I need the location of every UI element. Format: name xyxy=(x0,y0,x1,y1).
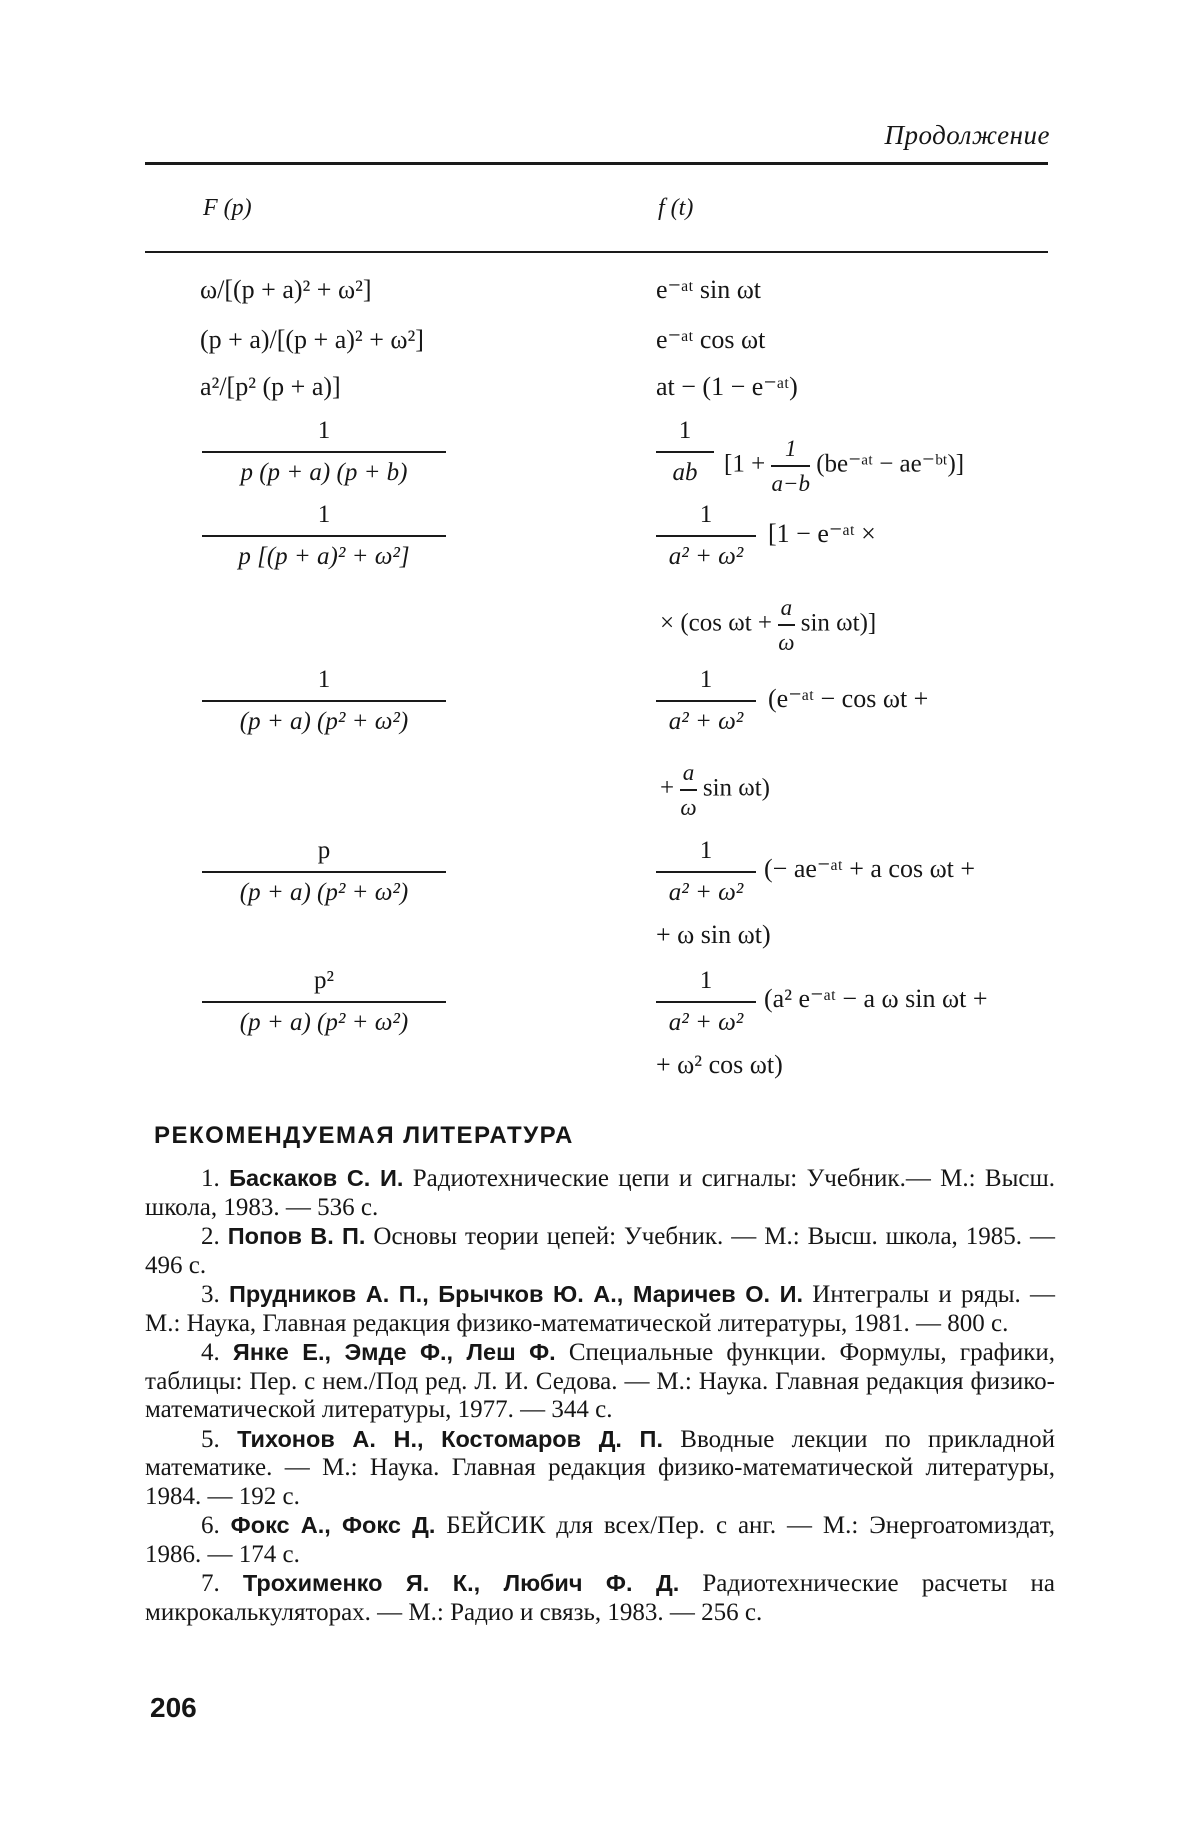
reference-list xyxy=(145,1164,1055,1627)
table-row-7-ft-coefficient xyxy=(656,838,756,905)
reference-item xyxy=(145,1338,1055,1425)
reference-authors: Баскаков С. И. xyxy=(229,1165,404,1191)
fraction-numerator: p² xyxy=(314,967,334,994)
table-row-4-ft-bracket xyxy=(724,437,964,495)
reference-item xyxy=(145,1425,1055,1512)
table-row-5-ft-line1: [1 − e⁻ᵃᵗ × xyxy=(768,519,876,548)
reference-authors: Фокс А., Фокс Д. xyxy=(230,1512,436,1538)
reference-number: 4. xyxy=(201,1339,220,1366)
reference-item xyxy=(145,1280,1055,1338)
continued-label: Продолжение xyxy=(884,120,1050,150)
reference-text: Интегралы и ряды. — М.: Наука, Главная редакция физико-математической литературы, 1981. — 800 с. xyxy=(145,1281,1055,1337)
fraction-denominator: p (p + a) (p + b) xyxy=(240,459,408,486)
reference-authors: Тихонов А. Н., Костомаров Д. П. xyxy=(237,1425,663,1452)
fraction-denominator: a² + ω² xyxy=(668,1009,744,1036)
table-row-8-ft-line1: (a² e⁻ᵃᵗ − a ω sin ωt + xyxy=(764,984,988,1013)
table-header-rule xyxy=(145,251,1048,253)
table-row-6-ft-line1: (e⁻ᵃᵗ − cos ωt + xyxy=(768,684,929,713)
fraction-denominator: (p + a) (p² + ω²) xyxy=(239,1009,409,1036)
reference-number: 2. xyxy=(201,1223,220,1250)
table-row-7-ft-line1: (− ae⁻ᵃᵗ + a cos ωt + xyxy=(764,854,976,883)
fraction-numerator: a xyxy=(780,595,793,620)
reference-text: Основы теории цепей: Учебник. — М.: Высш. школа, 1985. — 496 с. xyxy=(145,1223,1056,1279)
table-row-6-ft-coefficient xyxy=(656,667,756,734)
table-row-8-ft-line2: + ω² cos ωt) xyxy=(656,1050,783,1079)
reference-number: 5. xyxy=(201,1425,220,1453)
reference-text: Специальные функции. Формулы, графики, таблицы: Пер. с нем./Под ред. Л. И. Седова. — М.: Наука. Главная редакция физико-математической литературы, 1977. — 344 с. xyxy=(145,1339,1056,1423)
table-row-5-ft-line2 xyxy=(660,596,876,654)
reference-text: Вводные лекции по прикладной математике. — М.: Наука. Главная редакция физико-математической литературы, 1984. — 192 с. xyxy=(145,1425,1055,1510)
reference-authors: Попов В. П. xyxy=(227,1223,366,1249)
page-number: 206 xyxy=(150,1692,197,1723)
table-top-rule xyxy=(145,162,1048,165)
fraction-denominator: a² + ω² xyxy=(668,543,744,570)
fraction-denominator: ab xyxy=(672,459,698,486)
table-row-4-fp xyxy=(202,418,446,485)
fraction-numerator: a xyxy=(682,760,695,785)
inner-fraction xyxy=(680,761,696,819)
fraction-numerator: 1 xyxy=(699,837,713,864)
bracket-open-text: [1 + xyxy=(724,450,766,478)
reference-text: Радиотехнические цепи и сигналы: Учебник.— М.: Высш. школа, 1983. — 536 с. xyxy=(145,1165,1055,1221)
table-row-5-ft-coefficient xyxy=(656,502,756,569)
inner-fraction xyxy=(778,596,794,654)
table-row-7-fp xyxy=(202,838,446,905)
fraction-numerator: 1 xyxy=(699,501,713,528)
bracket-tail-text: (be⁻ᵃᵗ − ae⁻ᵇᵗ)] xyxy=(816,450,965,478)
table-row-5-fp xyxy=(202,502,446,569)
fraction-numerator: 1 xyxy=(699,666,713,693)
reference-item xyxy=(145,1164,1055,1222)
inner-fraction xyxy=(771,437,810,495)
fraction-denominator: a² + ω² xyxy=(668,879,744,906)
table-row-2-fp: (p + a)/[(p + a)² + ω²] xyxy=(200,325,424,354)
line-close-text: sin ωt)] xyxy=(800,609,877,637)
reference-authors: Трохименко Я. К., Любич Ф. Д. xyxy=(242,1570,680,1596)
table-row-3-ft: at − (1 − e⁻ᵃᵗ) xyxy=(656,372,798,401)
fraction-denominator: ω xyxy=(778,630,795,655)
fraction-numerator: p xyxy=(317,837,331,864)
reference-number: 6. xyxy=(201,1512,220,1539)
table-row-7-ft-line2: + ω sin ωt) xyxy=(656,920,771,949)
column-header-ft: f (t) xyxy=(658,195,694,221)
fraction-numerator: 1 xyxy=(699,967,713,994)
reference-text: БЕЙСИК для всех/Пер. с анг. — М.: Энергоатомиздат, 1986. — 174 с. xyxy=(145,1512,1055,1568)
reference-number: 1. xyxy=(201,1165,220,1192)
table-row-6-fp xyxy=(202,667,446,734)
fraction-denominator: a−b xyxy=(771,471,810,496)
table-row-8-fp xyxy=(202,968,446,1035)
table-row-4-ft-coefficient xyxy=(656,418,714,485)
fraction-denominator: a² + ω² xyxy=(668,708,744,735)
reference-item xyxy=(145,1569,1055,1627)
fraction-denominator: ω xyxy=(680,795,697,820)
literature-heading: РЕКОМЕНДУЕМАЯ ЛИТЕРАТУРА xyxy=(154,1122,574,1149)
table-row-8-ft-coefficient xyxy=(656,968,756,1035)
fraction-numerator: 1 xyxy=(317,666,331,693)
line-close-text: sin ωt) xyxy=(702,774,771,802)
fraction-numerator: 1 xyxy=(317,417,331,444)
reference-item xyxy=(145,1511,1055,1569)
fraction-denominator: (p + a) (p² + ω²) xyxy=(239,708,409,735)
table-row-1-ft: e⁻ᵃᵗ sin ωt xyxy=(656,275,762,304)
table-row-2-ft: e⁻ᵃᵗ cos ωt xyxy=(656,325,766,354)
reference-number: 3. xyxy=(201,1281,220,1308)
reference-authors: Прудников А. П., Брычков Ю. А., Маричев О. И. xyxy=(229,1281,804,1307)
fraction-denominator: p [(p + a)² + ω²] xyxy=(238,543,410,570)
reference-authors: Янке Е., Эмде Ф., Леш Ф. xyxy=(232,1339,556,1365)
line-open-text: + xyxy=(660,774,675,802)
fraction-numerator: 1 xyxy=(784,436,797,461)
reference-item xyxy=(145,1222,1055,1280)
table-row-3-fp: a²/[p² (p + a)] xyxy=(200,372,341,401)
fraction-denominator: (p + a) (p² + ω²) xyxy=(239,879,409,906)
column-header-fp: F (p) xyxy=(203,195,252,221)
reference-text: Радиотехнические расчеты на микрокалькуляторах. — М.: Радио и связь, 1983. — 256 с. xyxy=(145,1570,1056,1626)
fraction-numerator: 1 xyxy=(317,501,331,528)
reference-number: 7. xyxy=(201,1570,220,1597)
line-open-text: × (cos ωt + xyxy=(660,609,772,637)
fraction-numerator: 1 xyxy=(678,417,692,444)
table-row-1-fp: ω/[(p + a)² + ω²] xyxy=(200,275,372,304)
table-row-6-ft-line2 xyxy=(660,761,770,819)
